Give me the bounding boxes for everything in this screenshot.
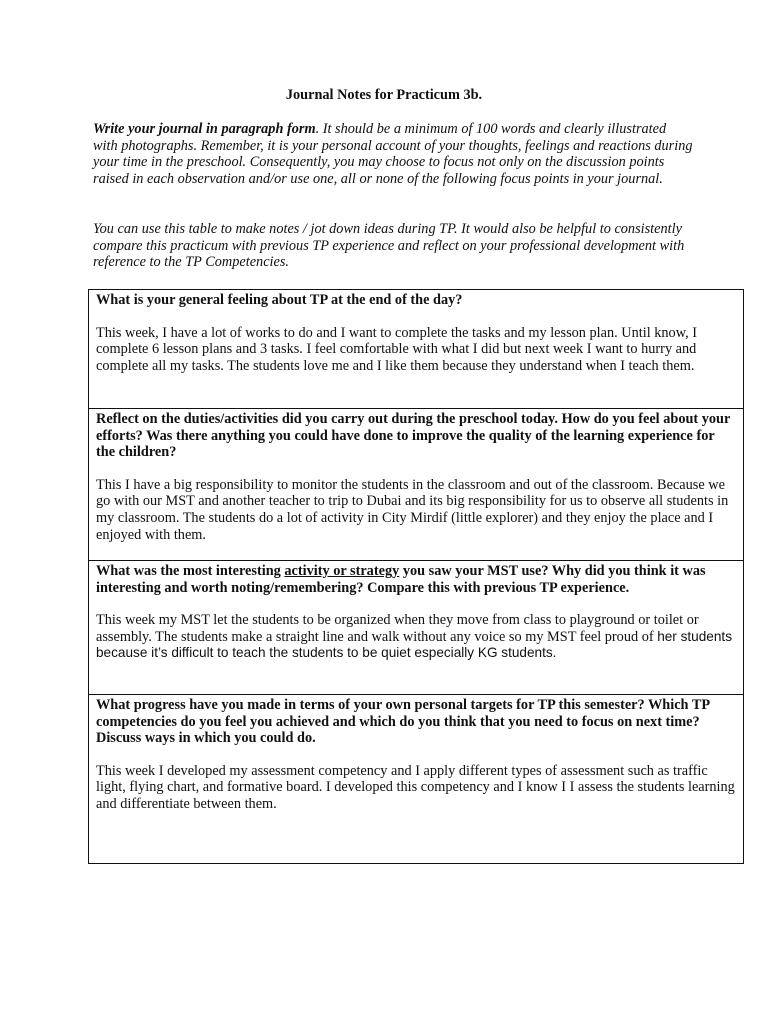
table-row — [89, 560, 743, 694]
table-row — [89, 408, 743, 560]
journal-table — [88, 289, 744, 864]
answer-personal-targets: This week I developed my assessment competency and I apply different types of assessment such as traffic light, flying chart, and formative board. I developed this competency and I know I I assess the students learning and differentiate between them. — [96, 762, 735, 812]
answer-duties-activities: This I have a big responsibility to monitor the students in the classroom and out of the classroom. Because we go with our MST and another teacher to trip to Dubai and its big responsibility for us to observe all students in my classroom. The students do a lot of activity in City Mirdif (little explorer) and they enjoy the place and I enjoyed with them. — [96, 476, 729, 543]
question-general-feeling: What is your general feeling about TP at the end of the day? — [96, 292, 463, 308]
question-personal-targets: What progress have you made in terms of your own personal targets for TP this semester? Which TP competencies do you feel you achieved and which do you think that you need to focus on next time? Discuss ways in which you could do. — [96, 697, 710, 747]
answer-text-sans: her students because it’s difficult to teach the students to be quiet especially KG students. — [96, 628, 732, 661]
intro-bold-text: Write your journal in paragraph form — [93, 121, 316, 137]
table-row — [89, 694, 743, 863]
intro-paragraph — [93, 121, 693, 187]
question-interesting-strategy — [96, 563, 735, 596]
question-underlined-text: activity or strategy — [284, 563, 400, 579]
answer-interesting-strategy — [96, 612, 735, 662]
document-title: Journal Notes for Practicum 3b. — [285, 87, 483, 103]
question-text: you saw your MST use? Why did you think it was interesting and worth noting/remembering? Compare this with previous TP experience. — [96, 563, 706, 596]
question-text: What was the most interesting — [96, 563, 285, 579]
intro-text: . It should be a minimum of 100 words and clearly illustrated with photographs. Remember, it is your personal account of your thoughts, feelings and reactions during your time in the preschool. Consequently, you may choose to focus not only on the discussion points raised in each observation and/or use one, all or none of the following focus points in your journal. — [93, 121, 693, 187]
answer-general-feeling: This week, I have a lot of works to do and I want to complete the tasks and my lesson plan. Until know, I complete 6 lesson plans and 3 tasks. I feel comfortable with what I did but next week I want to hurry and complete all my tasks. The students love me and I like them because they understand when I teach them. — [96, 324, 698, 374]
answer-text: This week my MST let the students to be organized when they move from class to playground or toilet or assembly. The students make a straight line and walk without any voice so my MST feel proud of — [96, 612, 699, 645]
table-row — [89, 290, 743, 408]
intro-table-instructions: You can use this table to make notes / jot down ideas during TP. It would also be helpful to consistently compare this practicum with previous TP experience and reflect on your professional development with reference to the TP Competencies. — [93, 221, 685, 271]
question-duties-activities: Reflect on the duties/activities did you carry out during the preschool today. How do you feel about your efforts? Was there anything you could have done to improve the quality of the learning experience for the children? — [96, 411, 731, 461]
